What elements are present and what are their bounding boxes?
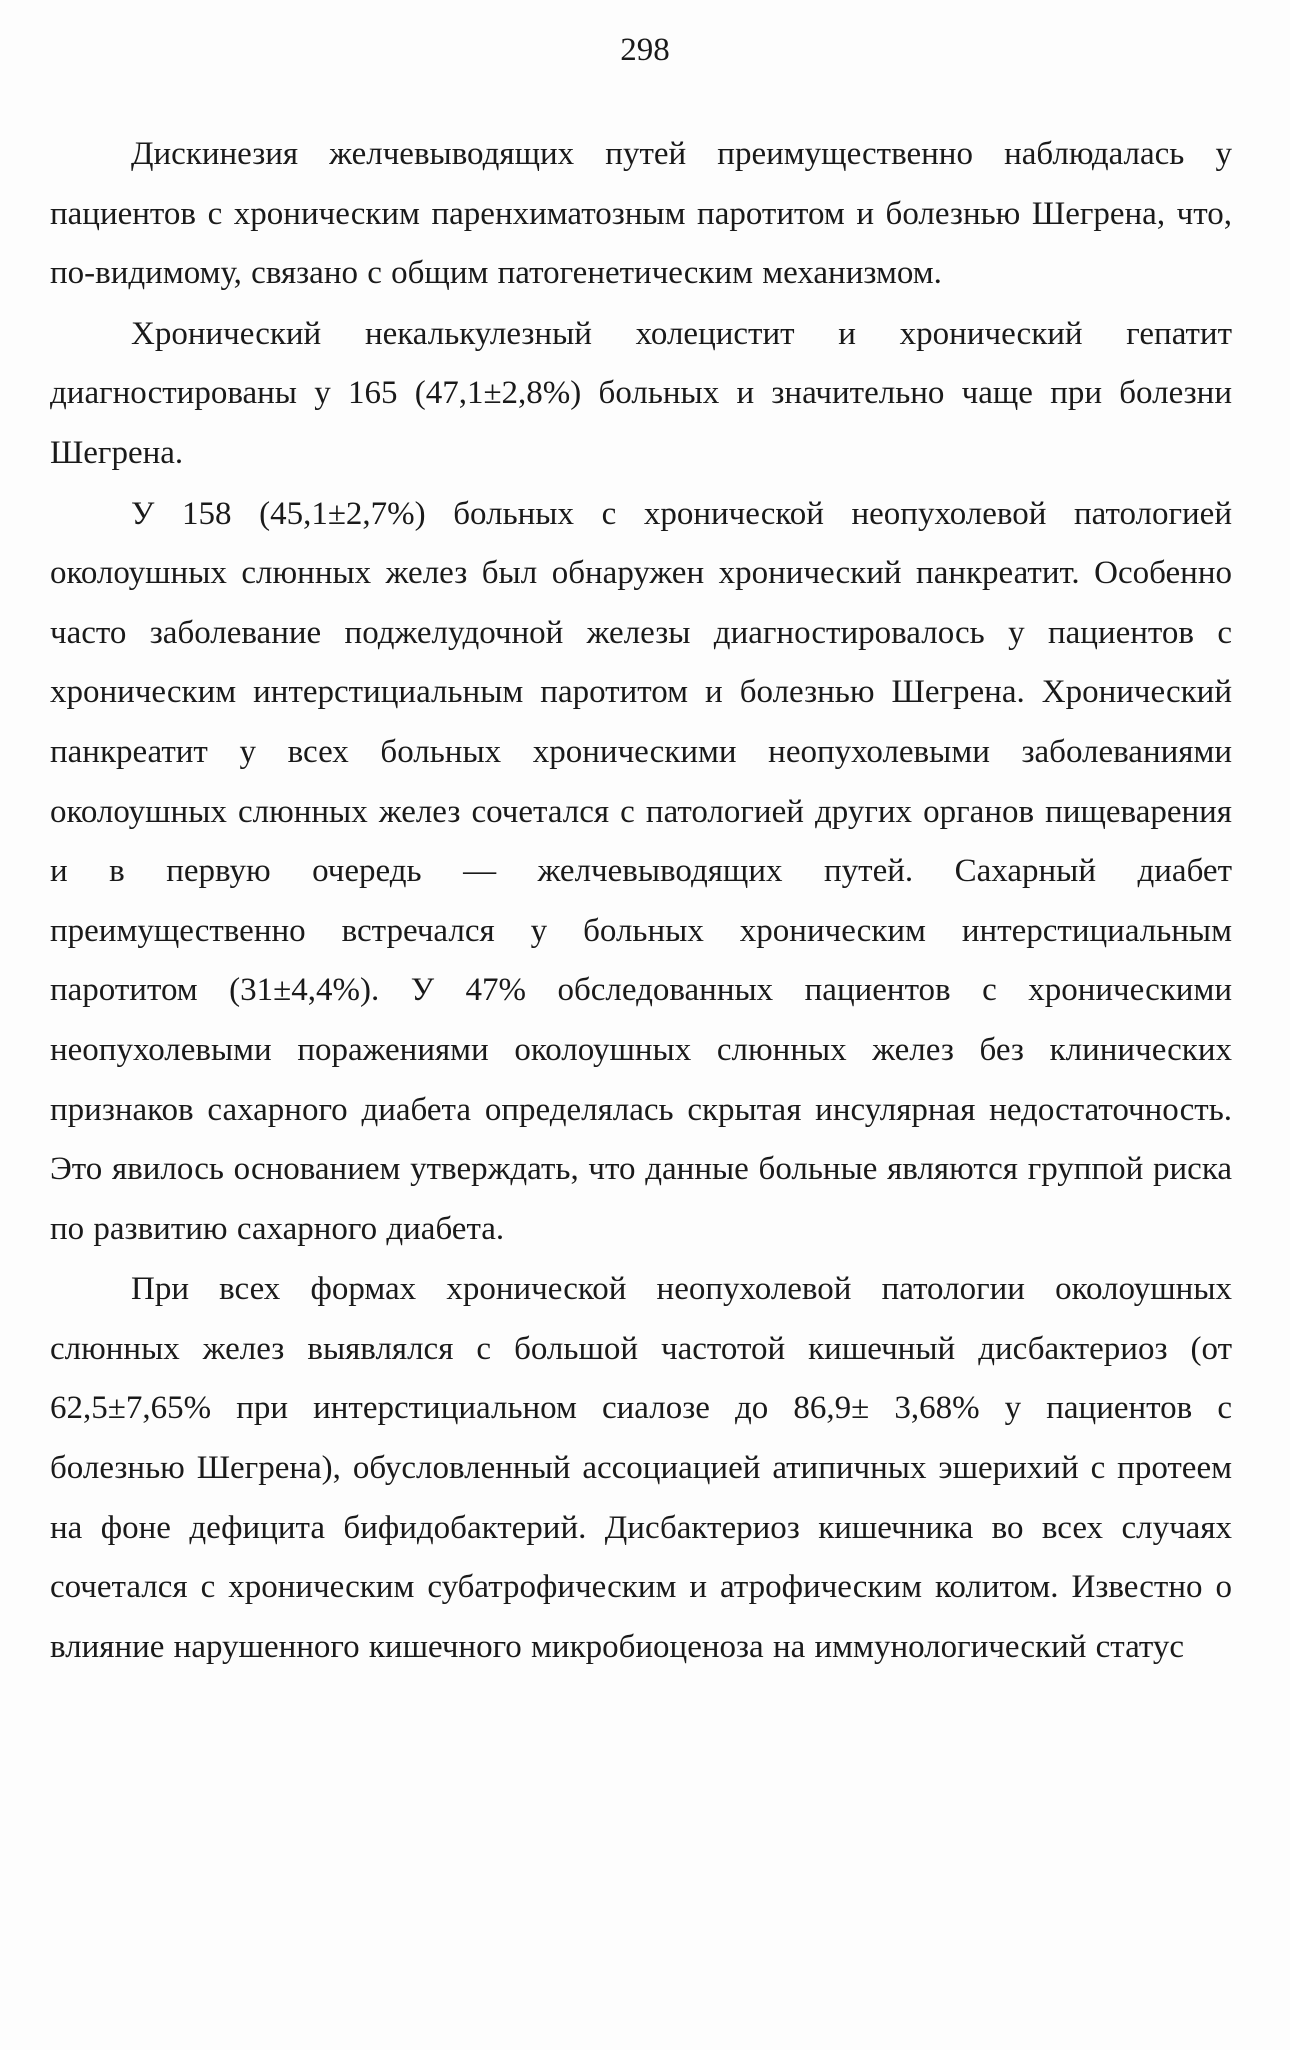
- page-number: 298: [620, 32, 670, 68]
- paragraph-dyskinesia: Дискинезия желчевыводящих путей преимущественно наблюдалась у пациентов с хроническим паренхиматозным паротитом и болезнью Шегрена, что, по-видимому, связано с общим патогенетическим механизмом.: [50, 136, 1232, 292]
- paragraph-cholecystitis: Хронический некалькулезный холецистит и хронический гепатит диагностированы у 165 (47,1±2,8%) больных и значительно чаще при болезни Шегрена.: [50, 315, 1232, 471]
- paragraph-pancreatitis: У 158 (45,1±2,7%) больных с хронической неопухолевой патологией околоушных слюнных желез был обнаружен хронический панкреатит. Особенно часто заболевание поджелудочной железы диагностировалось у пациентов с хроническим интерстициальным паротитом и болезнью Шегрена. Хронический панкреатит у всех больных хроническими неопухолевыми заболеваниями околоушных слюнных желез сочетался с патологией других органов пищеварения и в первую очередь — желчевыводящих путей. Сахарный диабет преимущественно встречался у больных хроническим интерстициальным паротитом (31±4,4%). У 47% обследованных пациентов с хроническими неопухолевыми поражениями околоушных слюнных желез без клинических признаков сахарного диабета определялась скрытая инсулярная недостаточность. Это явилось основанием утверждать, что данные больные являются группой риска по развитию сахарного диабета.: [50, 495, 1232, 1247]
- paragraph-dysbacteriosis: При всех формах хронической неопухолевой патологии околоушных слюнных желез выявлялся с большой частотой кишечный дисбактериоз (от 62,5±7,65% при интерстициальном сиалозе до 86,9± 3,68% у пациентов с болезнью Шегрена), обусловленный ассоциацией атипичных эшерихий с протеем на фоне дефицита бифидобактерий. Дисбактериоз кишечника во всех случаях сочетался с хроническим субатрофическим и атрофическим колитом. Известно о влияние нарушенного кишечного микробиоценоза на иммунологический статус: [50, 1271, 1232, 1665]
- body-text: [50, 125, 1232, 1678]
